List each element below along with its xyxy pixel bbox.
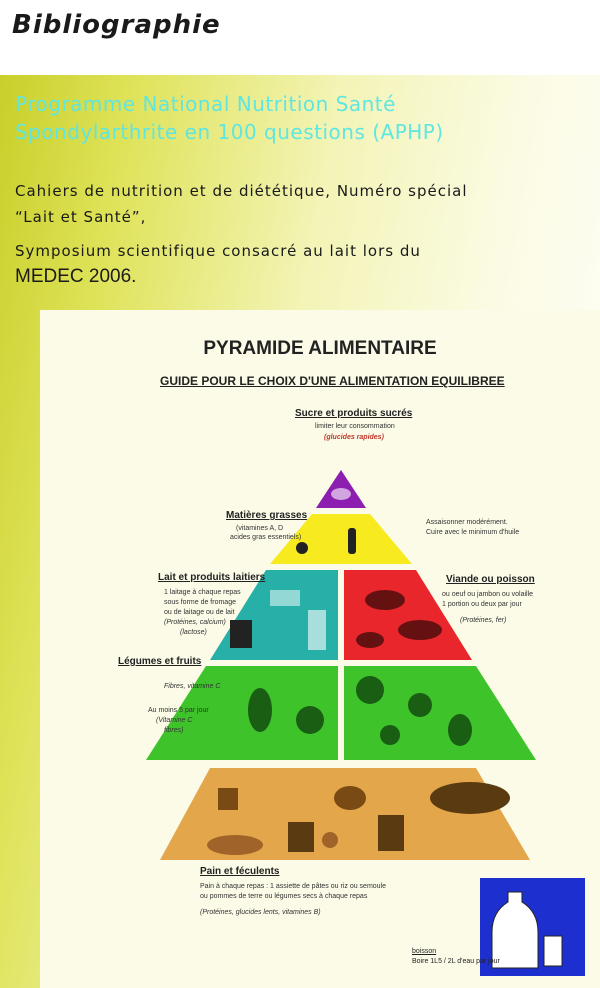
pain-line1: Pain à chaque repas : 1 assiette de pâtes ou riz ou semoule	[200, 883, 387, 890]
legumes-line4: fibres)	[164, 727, 184, 734]
reference-lait-sante: “Lait et Santé”,	[15, 208, 147, 226]
lait-line5: (lactose)	[180, 629, 207, 636]
poster-subtitle: GUIDE POUR LE CHOIX D'UNE ALIMENTATION EQUILIBREE	[160, 374, 505, 388]
lait-line1: 1 laitage à chaque repas	[164, 589, 241, 596]
reference-cahiers: Cahiers de nutrition et de diététique, Numéro spécial	[15, 182, 468, 200]
legumes-line2: Au moins 5 par jour	[148, 707, 209, 714]
boisson-line1: Boire 1L5 / 2L d'eau par jour	[412, 958, 500, 965]
label-sucre: Sucre et produits sucrés	[295, 408, 413, 419]
label-boisson: boisson	[412, 948, 437, 955]
label-matieres: Matières grasses	[226, 510, 308, 521]
lait-line2: sous forme de fromage	[164, 599, 236, 606]
food-pyramid-poster	[40, 310, 600, 988]
page-title: Bibliographie	[12, 10, 221, 40]
label-pain: Pain et féculents	[200, 866, 280, 877]
matieres-line2: acides gras essentiels)	[230, 534, 302, 541]
lait-line3: ou de laitage ou de lait	[164, 609, 235, 616]
matieres-line1: (vitamines A, D	[236, 525, 284, 532]
pain-line2: ou pommes de terre ou légumes secs à chaque repas	[200, 893, 368, 900]
sucre-line2: (glucides rapides)	[324, 434, 384, 441]
sucre-line1: limiter leur consommation	[315, 423, 395, 430]
reference-symposium: Symposium scientifique consacré au lait lors du	[15, 242, 421, 260]
legumes-line3: (Vitamine C	[156, 717, 193, 724]
legumes-line1: Fibres, vitamine C	[164, 683, 221, 690]
reference-pnns: Programme National Nutrition Santé	[15, 92, 396, 116]
label-legumes: Légumes et fruits	[118, 656, 202, 667]
viande-line2: 1 portion ou deux par jour	[442, 601, 522, 608]
pain-line3: (Protéines, glucides lents, vitamines B)	[200, 909, 321, 916]
viande-line1: ou oeuf ou jambon ou volaille	[442, 591, 534, 598]
matieres-right1: Assaisonner modérément.	[426, 519, 508, 526]
label-viande: Viande ou poisson	[446, 574, 535, 585]
reference-medec: MEDEC 2006.	[15, 266, 137, 287]
lait-line4: (Protéines, calcium)	[164, 619, 226, 626]
matieres-right2: Cuire avec le minimum d'huile	[426, 529, 520, 536]
reference-aphp: Spondylarthrite en 100 questions (APHP)	[15, 120, 444, 144]
viande-line3: (Protéines, fer)	[460, 617, 507, 624]
label-lait: Lait et produits laitiers	[158, 572, 266, 583]
poster-title: PYRAMIDE ALIMENTAIRE	[203, 338, 437, 359]
